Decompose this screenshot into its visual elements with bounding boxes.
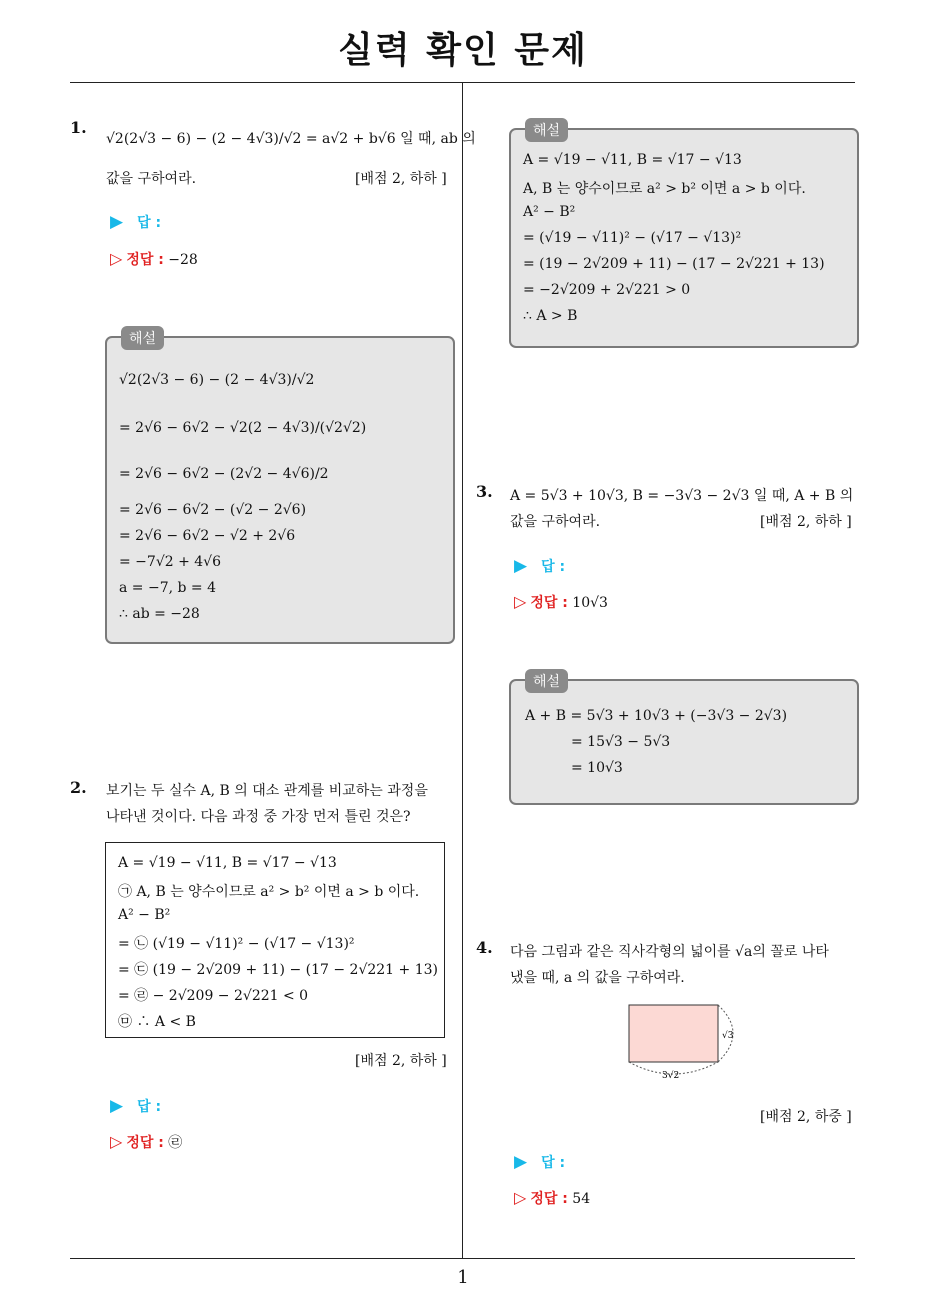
solution-line: a = −7, b = 4 — [119, 580, 217, 596]
solution-line: A + B = 5√3 + 10√3 + (−3√3 − 2√3) — [525, 708, 788, 724]
solution-line: = 15√3 − 5√3 — [571, 734, 671, 750]
question-2-correct-answer — [110, 1132, 182, 1152]
question-1-text-line1: √2(2√3 − 6) − (2 − 4√3)/√2 = a√2 + b√6 일 때, ab 의 — [106, 131, 476, 147]
question-4-number: 4. — [476, 938, 493, 957]
solution-tag: 해설 — [525, 118, 568, 142]
footer-rule — [70, 1258, 855, 1259]
solution-line: ∴ ab = −28 — [119, 606, 200, 622]
correct-value: 10√3 — [572, 595, 608, 611]
question-1-answer-field[interactable] — [110, 212, 161, 232]
question-4-score: [배점 2, 하중 ] — [760, 1109, 852, 1125]
solution-line: = −7√2 + 4√6 — [119, 554, 222, 570]
question-3-answer-field[interactable] — [514, 556, 565, 576]
question-2-example-box — [105, 842, 445, 1038]
column-divider — [462, 83, 463, 1258]
page-title: 실력 확인 문제 — [338, 30, 588, 71]
question-1-correct-answer — [110, 249, 198, 269]
solution-line: = (√19 − √11)² − (√17 − √13)² — [523, 230, 742, 246]
example-line: A² − B² — [118, 907, 171, 923]
correct-value: 54 — [572, 1191, 591, 1207]
question-2-number: 2. — [70, 778, 87, 797]
rectangle-shape — [629, 1005, 718, 1062]
answer-label: 답 : — [137, 1099, 162, 1115]
solution-line: = −2√209 + 2√221 > 0 — [523, 282, 691, 298]
example-line: = ㉣ − 2√209 − 2√221 < 0 — [118, 988, 309, 1004]
question-2-answer-field[interactable] — [110, 1096, 161, 1116]
play-arrow-icon: ▶ — [514, 1152, 528, 1172]
correct-label: 정답 : — [126, 252, 164, 268]
solution-line: A² − B² — [523, 204, 576, 220]
outline-arrow-icon: ▷ — [110, 1132, 123, 1151]
answer-label: 답 : — [541, 559, 566, 575]
solution-line: ∴ A > B — [523, 308, 578, 324]
example-line: = ㉡ (√19 − √11)² − (√17 − √13)² — [118, 936, 355, 952]
correct-value: ㉣ — [168, 1135, 183, 1151]
question-2-score: [배점 2, 하하 ] — [355, 1053, 447, 1069]
question-4-text-line1: 다음 그림과 같은 직사각형의 넓이를 √a의 꼴로 나타 — [510, 944, 829, 960]
solution-tag: 해설 — [525, 669, 568, 693]
solution-line: = (19 − 2√209 + 11) − (17 − 2√221 + 13) — [523, 256, 825, 272]
question-1-number: 1. — [70, 118, 87, 137]
solution-line: = 10√3 — [571, 760, 623, 776]
solution-line: = 2√6 − 6√2 − (2√2 − 4√6)/2 — [119, 466, 329, 482]
question-3-text-line1: A = 5√3 + 10√3, B = −3√3 − 2√3 일 때, A + B 의 — [510, 488, 854, 504]
solution-line: = 2√6 − 6√2 − √2 + 2√6 — [119, 528, 296, 544]
answer-label: 답 : — [137, 215, 162, 231]
outline-arrow-icon: ▷ — [514, 1188, 527, 1207]
question-2-text-line1: 보기는 두 실수 A, B 의 대소 관계를 비교하는 과정을 — [106, 783, 428, 799]
play-arrow-icon: ▶ — [514, 556, 528, 576]
solution-line: A = √19 − √11, B = √17 − √13 — [523, 152, 742, 168]
solution-line: √2(2√3 − 6) − (2 − 4√3)/√2 — [119, 372, 315, 388]
outline-arrow-icon: ▷ — [514, 592, 527, 611]
solution-box-2 — [509, 123, 859, 348]
solution-line: = 2√6 − 6√2 − √2(2 − 4√3)/(√2√2) — [119, 420, 367, 436]
correct-label: 정답 : — [126, 1135, 164, 1151]
question-3-text-line2: 값을 구하여라. — [510, 514, 601, 530]
play-arrow-icon: ▶ — [110, 212, 124, 232]
correct-value: −28 — [168, 252, 198, 268]
rectangle-figure — [620, 996, 750, 1086]
play-arrow-icon: ▶ — [110, 1096, 124, 1116]
bottom-length-label: 3√2 — [662, 1071, 680, 1081]
question-4-text-line2: 냈을 때, a 의 값을 구하여라. — [510, 970, 685, 986]
page-number: 1 — [457, 1267, 469, 1288]
correct-label: 정답 : — [530, 1191, 568, 1207]
correct-label: 정답 : — [530, 595, 568, 611]
solution-line: A, B 는 양수이므로 a² > b² 이면 a > b 이다. — [523, 181, 806, 197]
question-1-text-line2: 값을 구하여라. — [106, 171, 197, 187]
solution-box-3 — [509, 674, 859, 805]
question-3-score: [배점 2, 하하 ] — [760, 514, 852, 530]
question-2-text-line2: 나타낸 것이다. 다음 과정 중 가장 먼저 틀린 것은? — [106, 809, 411, 825]
example-line: ㉠ A, B 는 양수이므로 a² > b² 이면 a > b 이다. — [118, 884, 420, 900]
solution-tag: 해설 — [121, 326, 164, 350]
solution-box-1 — [105, 331, 455, 644]
example-line: A = √19 − √11, B = √17 − √13 — [118, 855, 337, 871]
question-4-correct-answer — [514, 1188, 590, 1208]
question-4-answer-field[interactable] — [514, 1152, 565, 1172]
question-3-number: 3. — [476, 482, 493, 501]
example-line: = ㉢ (19 − 2√209 + 11) − (17 − 2√221 + 13) — [118, 962, 438, 978]
question-1-score: [배점 2, 하하 ] — [355, 171, 447, 187]
example-line: ㉤ ∴ A < B — [118, 1014, 196, 1030]
answer-label: 답 : — [541, 1155, 566, 1171]
side-length-label: √3 — [722, 1031, 734, 1041]
question-3-correct-answer — [514, 592, 608, 612]
solution-line: = 2√6 − 6√2 − (√2 − 2√6) — [119, 502, 307, 518]
outline-arrow-icon: ▷ — [110, 249, 123, 268]
